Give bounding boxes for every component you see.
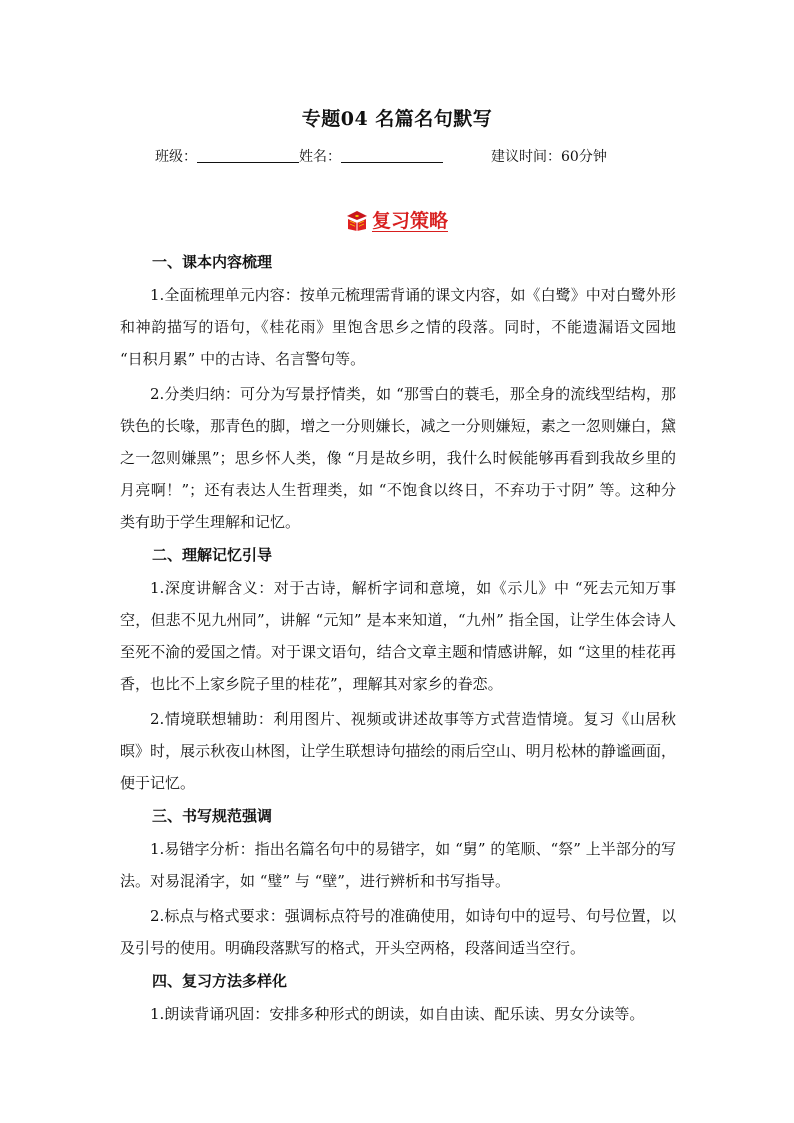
paragraph: 1.易错字分析：指出名篇名句中的易错字，如 “舅” 的笔顺、“祭” 上半部分的写法。对易混淆字，如 “璧” 与 “壁”，进行辨析和书写指导。	[120, 840, 676, 890]
name-blank-field[interactable]	[341, 148, 443, 163]
section-heading: 一、课本内容梳理	[152, 253, 273, 271]
paragraph: 2.标点与格式要求：强调标点符号的准确使用，如诗句中的逗号、句号位置，以及引号的使用。明确段落默写的格式，开头空两格，段落间适当空行。	[120, 907, 676, 957]
class-label: 班级：	[155, 149, 197, 165]
banner-label: 复习策略	[371, 210, 448, 232]
document-title: 专题04 名篇名句默写	[301, 108, 493, 130]
section-heading: 三、书写规范强调	[152, 807, 273, 825]
student-info-line	[155, 146, 607, 166]
paragraph: 1.朗读背诵巩固：安排多种形式的朗读，如自由读、配乐读、男女分读等。	[150, 1005, 645, 1023]
section-heading: 二、理解记忆引导	[152, 546, 273, 564]
section-heading: 四、复习方法多样化	[152, 972, 288, 990]
review-strategy-banner	[0, 206, 794, 233]
class-blank-field[interactable]	[197, 148, 299, 163]
paragraph: 1.深度讲解含义：对于古诗，解析字词和意境，如《示儿》中 “死去元知万事空，但悲不见九州同”，讲解 “元知” 是本来知道，“九州” 指全国，让学生体会诗人至死不渝的爱国之情。对于课文语句，结合文章主题和情感讲解，如 “这里的桂花再香，也比不上家乡院子里的桂花”，理解其对家乡的眷恋。	[120, 579, 676, 693]
paragraph: 1.全面梳理单元内容：按单元梳理需背诵的课文内容，如《白鹭》中对白鹭外形和神韵描写的语句，《桂花雨》里饱含思乡之情的段落。同时，不能遗漏语文园地 “日积月累” 中的古诗、名言警句等。	[120, 286, 676, 368]
red-book-icon	[346, 210, 368, 232]
name-label: 姓名：	[299, 149, 341, 165]
paragraph: 2.情境联想辅助：利用图片、视频或讲述故事等方式营造情境。复习《山居秋暝》时，展示秋夜山林图，让学生联想诗句描绘的雨后空山、明月松林的静谧画面，便于记忆。	[120, 710, 676, 792]
document-body	[120, 247, 676, 1030]
paragraph: 2.分类归纳：可分为写景抒情类，如 “那雪白的蓑毛，那全身的流线型结构，那铁色的长喙，那青色的脚，增之一分则嫌长，减之一分则嫌短，素之一忽则嫌白，黛之一忽则嫌黑”；思乡怀人类，像 “月是故乡明，我什么时候能够再看到我故乡里的月亮啊！”；还有表达人生哲理类，如 “不饱食以终日，不弃功于寸阴” 等。这种分类有助于学生理解和记忆。	[120, 385, 676, 531]
suggested-time-label: 建议时间：60分钟	[491, 149, 607, 165]
